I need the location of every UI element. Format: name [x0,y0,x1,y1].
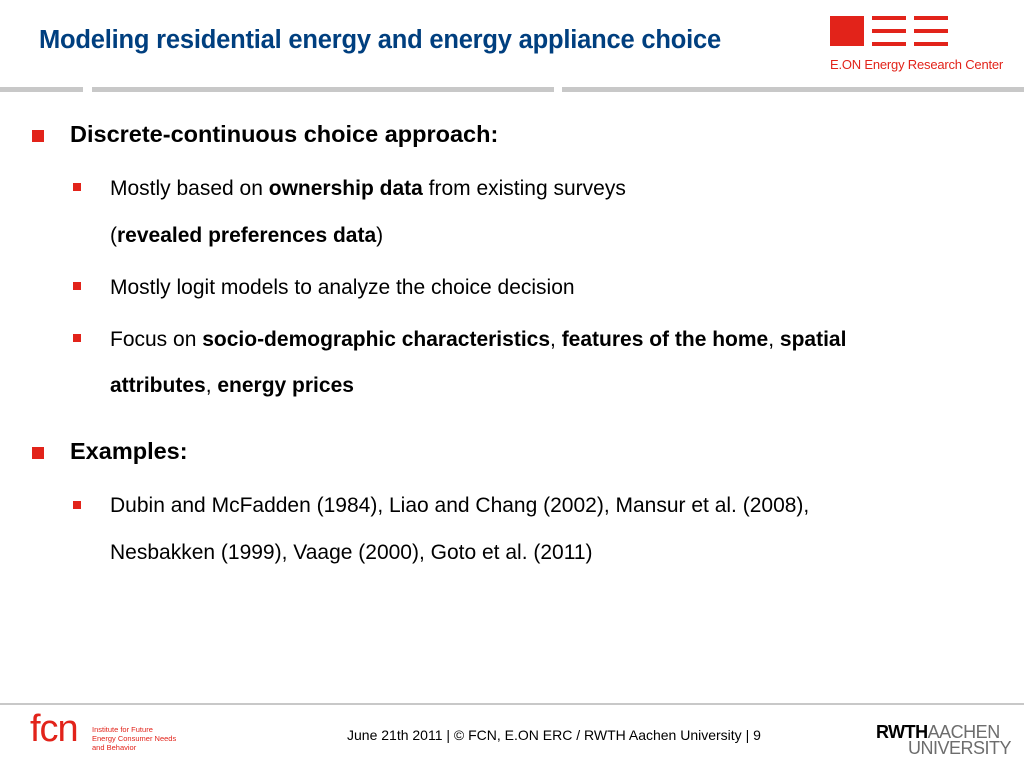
text-run: ( [110,224,117,247]
square-bullet-icon [73,334,81,342]
emphasis: socio-demographic characteristics [202,328,551,351]
text-run: Mostly based on [110,177,269,200]
section-heading: Discrete-continuous choice approach: [70,121,499,147]
bullet-text-continuation [110,224,383,248]
square-bullet-icon [32,447,44,459]
square-bullet-icon [73,183,81,191]
text-run: Focus on [110,328,203,351]
emphasis: ownership data [268,177,423,200]
footer-text: June 21th 2011 | © FCN, E.ON ERC / RWTH Aachen University | 9 [347,727,761,743]
logo-bar [914,16,948,20]
footer-rule [0,703,1024,705]
header-rule [92,87,554,92]
text-run: , [550,328,562,351]
logo-bar [872,16,906,20]
bullet-text: Dubin and McFadden (1984), Liao and Chang (2002), Mansur et al. (2008), [110,494,810,517]
text-run: , [768,328,780,351]
square-bullet-icon [73,501,81,509]
square-bullet-icon [32,130,44,142]
emphasis: energy prices [217,374,354,397]
bullet-text-continuation [110,374,354,398]
text-run: from existing surveys [422,177,626,200]
rwth-logo [876,720,1012,760]
logo-bar [872,29,906,33]
header-rule [562,87,1024,92]
bullet-text: Mostly logit models to analyze the choice decision [110,276,575,299]
square-bullet-icon [73,282,81,290]
text-run: ) [376,224,384,247]
fcn-logo [30,708,180,754]
emphasis: spatial [779,328,847,351]
fcn-subtitle-line: Energy Consumer Needs [92,734,177,743]
logo-bar [872,42,906,46]
logo-square [830,16,864,46]
fcn-mark: fcn [30,708,78,750]
emphasis: revealed preferences data [117,224,377,247]
bullet-text-continuation: Nesbakken (1999), Vaage (2000), Goto et al. (2011) [110,541,593,564]
emphasis: features of the home [561,328,769,351]
fcn-subtitle-line: Institute for Future [92,725,153,734]
fcn-subtitle [92,725,176,752]
emphasis: attributes [110,374,206,397]
rwth-bold: RWTH [876,722,928,742]
rwth-light: AACHEN [927,722,1000,742]
rwth-line2: UNIVERSITY [908,738,1012,758]
text-run: , [205,374,218,397]
logo-bar [914,29,948,33]
section-heading: Examples: [70,438,188,464]
slide-title: Modeling residential energy and energy appliance choice [39,26,721,54]
logo-bar [914,42,948,46]
brand-label: E.ON Energy Research Center [830,57,1004,72]
fcn-subtitle-line: and Behavior [92,743,137,752]
header-rule [0,87,83,92]
bullet-text [110,328,846,352]
eon-erc-logo [830,16,1010,78]
bullet-text [110,177,626,201]
